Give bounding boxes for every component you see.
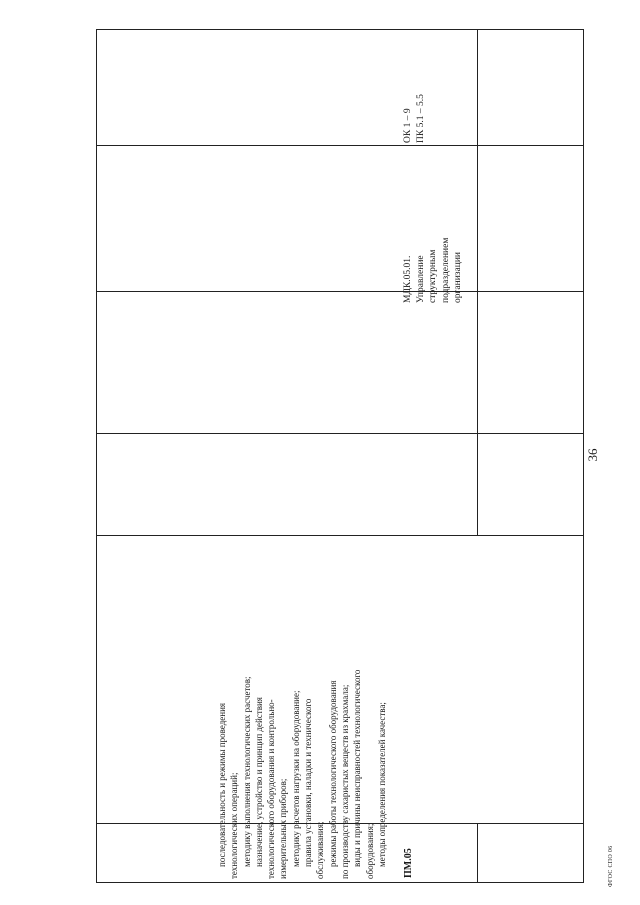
content-line: назначение, устройство и принцип действия xyxy=(253,697,264,867)
mdk-line: структурным xyxy=(428,249,439,303)
competency-code-line: ОК 1 – 9 xyxy=(403,108,413,143)
content-line: технологического оборудования и контрольно- xyxy=(266,699,277,879)
column-divider xyxy=(97,145,583,146)
content-line: методику расчетов нагрузки на оборудование; xyxy=(290,690,301,867)
row-divider xyxy=(477,30,478,536)
footer-mark: ФГОС СПО 06 xyxy=(608,845,614,887)
mdk-line: организации xyxy=(453,251,464,303)
column-divider xyxy=(97,291,583,292)
content-line: по производству сахаристых веществ из крахмала; xyxy=(339,684,350,879)
content-line: режимы работы технологического оборудования xyxy=(327,680,338,867)
competency-code-line: ПК 5.1 – 5.5 xyxy=(415,94,426,143)
content-line: виды и причины неисправностей технологического xyxy=(352,669,363,867)
column-divider xyxy=(97,433,583,434)
competency-codes xyxy=(402,43,427,143)
module-code: ПМ.05 xyxy=(403,848,414,878)
page-number: 36 xyxy=(585,448,600,462)
content-line: измерительных приборов; xyxy=(278,778,289,879)
mdk-line: Управление xyxy=(415,255,426,303)
module-content xyxy=(216,574,388,879)
row-divider xyxy=(477,824,478,882)
content-line: методы определения показателей качества; xyxy=(376,702,387,867)
content-line: методику выполнения технологических расчетов; xyxy=(241,676,252,867)
content-line: технологических операций; xyxy=(229,772,240,879)
mdk-cell xyxy=(402,163,465,303)
content-line: последовательность и режимы проведения xyxy=(217,702,227,867)
content-line: обслуживания; xyxy=(315,821,326,879)
content-line: оборудования; xyxy=(364,823,375,879)
column-divider xyxy=(97,535,583,536)
content-line: правила установки, наладки и технического xyxy=(303,698,314,867)
mdk-line: подразделением xyxy=(440,237,451,303)
mdk-line: МДК.05.01. xyxy=(403,255,413,303)
